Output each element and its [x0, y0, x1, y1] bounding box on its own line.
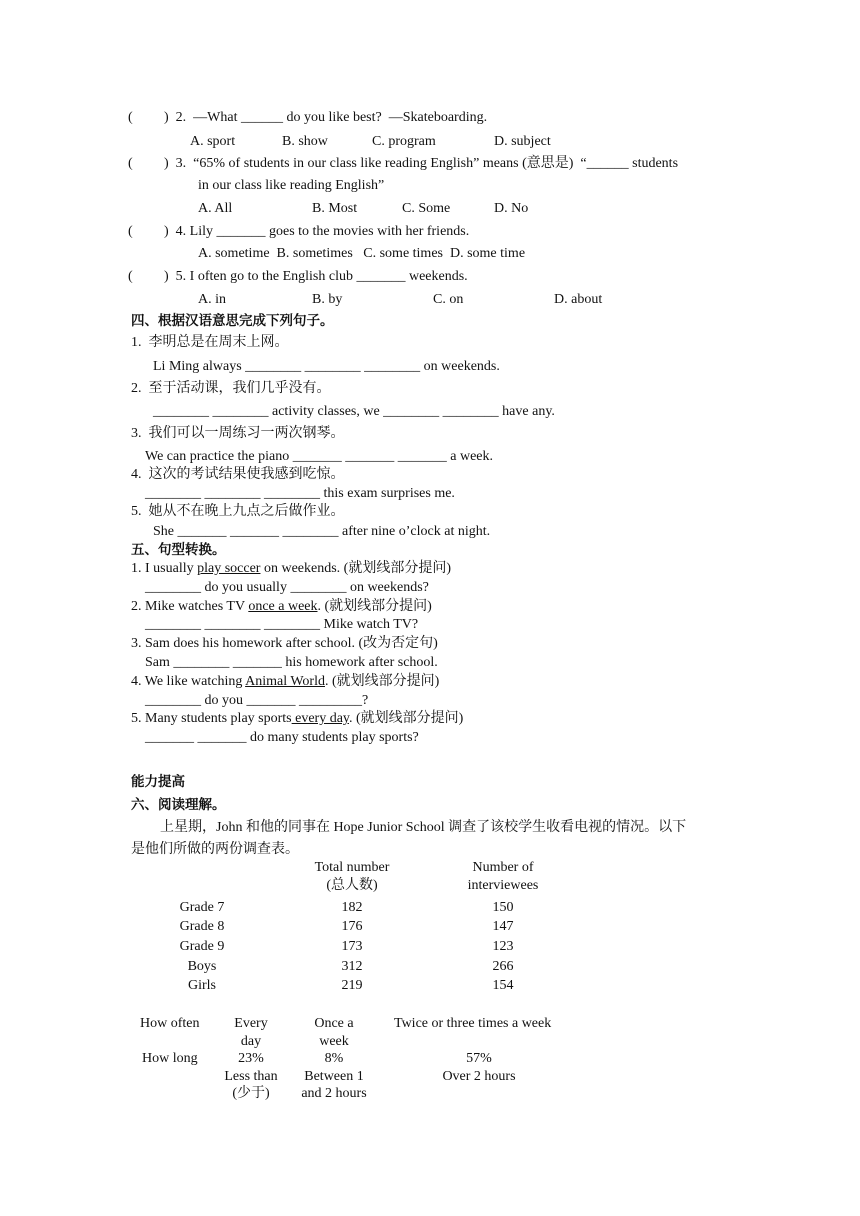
table1-row-interviewees: 150: [492, 900, 514, 915]
q-text: 5. Many students play sports: [131, 711, 292, 726]
table2-once: Once a: [314, 1016, 354, 1031]
sec4-item2-cn: 2. 至于活动课，我们几乎没有。: [131, 381, 331, 396]
q2-bracket: (: [128, 110, 133, 125]
q2-question: ) 2. —What ______ do you like best? —Skateboarding.: [164, 110, 488, 125]
table2-percent-every-day: 23%: [238, 1051, 264, 1066]
q-text-post: on weekends. (就划线部分提问): [260, 561, 451, 576]
table1-header-interviewees-2: interviewees: [467, 878, 539, 893]
q5-option-c: C. on: [433, 292, 464, 307]
table1-header-interviewees: Number of: [472, 860, 534, 875]
sec4-item4-cn: 4. 这次的考试结果使我感到吃惊。: [131, 467, 345, 482]
sec4-item1-en: Li Ming always ________ ________ ________ on weekends.: [153, 359, 500, 374]
section4-title: 四、根据汉语意思完成下列句子。: [131, 313, 334, 329]
q5-option-d: D. about: [554, 292, 603, 307]
q2-option-c: C. program: [372, 134, 436, 149]
q3-option-b: B. Most: [312, 201, 358, 216]
sec5-item4-answer: ________ do you _______ _________?: [145, 693, 369, 708]
table1-row-interviewees: 266: [492, 959, 514, 974]
underlined-part: Animal World: [245, 674, 325, 689]
table2-over: Over 2 hours: [442, 1069, 516, 1084]
sec5-item2-question: [131, 599, 432, 615]
table1-row-label: Grade 8: [179, 919, 225, 934]
reading-intro-line2: 是他们所做的两份调查表。: [131, 842, 299, 857]
table2-how-often: How often: [140, 1016, 200, 1031]
q3-question: ) 3. “65% of students in our class like reading English” means (意思是) “______ students: [164, 156, 679, 171]
table1-row-total: 182: [341, 900, 363, 915]
table2-less-than: Less than: [224, 1069, 278, 1084]
underlined-part: once a week: [248, 599, 318, 614]
sec4-item3-cn: 3. 我们可以一周练习一两次钢琴。: [131, 426, 345, 441]
table1-row-total: 173: [341, 939, 363, 954]
table2-less-than-cn: (少于): [232, 1086, 270, 1101]
underlined-part: play soccer: [197, 561, 261, 576]
table2-every: Every: [234, 1016, 268, 1031]
q-text-post: . (就划线部分提问): [349, 711, 464, 726]
q3-option-c: C. Some: [402, 201, 451, 216]
table1-header-total-cn: (总人数): [326, 878, 378, 893]
sec4-item1-cn: 1. 李明总是在周末上网。: [131, 335, 289, 350]
table1-row-label: Grade 9: [179, 939, 225, 954]
q-text-post: . (就划线部分提问): [317, 599, 432, 614]
sec5-item3-answer: Sam ________ _______ his homework after school.: [145, 655, 438, 670]
q5-bracket: (: [128, 269, 133, 284]
sec4-item5-en: She _______ _______ ________ after nine o’clock at night.: [153, 524, 491, 539]
q-text: 4. We like watching: [131, 674, 246, 689]
q4-bracket: (: [128, 224, 133, 239]
q3-question-cont: in our class like reading English”: [198, 178, 385, 193]
sec4-item5-cn: 5. 她从不在晚上九点之后做作业。: [131, 504, 345, 519]
table1-header-total: Total number: [314, 860, 390, 875]
underlined-part: every day: [291, 711, 350, 726]
table2-percent-once: 8%: [324, 1051, 344, 1066]
q-text: 1. I usually: [131, 561, 198, 576]
section6-title: 六、阅读理解。: [131, 797, 226, 813]
q3-option-d: D. No: [494, 201, 529, 216]
table1-row-label: Girls: [188, 978, 216, 993]
q5-option-b: B. by: [312, 292, 343, 307]
sec5-item1-answer: ________ do you usually ________ on weekends?: [145, 580, 429, 595]
sec4-item4-en: ________ ________ ________ this exam surprises me.: [145, 486, 455, 501]
table1-row-label: Boys: [187, 959, 217, 974]
q5-option-a: A. in: [198, 292, 226, 307]
section5-title: 五、句型转换。: [131, 542, 226, 558]
table2-between: Between 1: [304, 1069, 364, 1084]
ability-header: 能力提高: [131, 774, 185, 790]
q3-bracket: (: [128, 156, 133, 171]
table2-between-2: and 2 hours: [301, 1086, 367, 1101]
q-text: 2. Mike watches TV: [131, 599, 249, 614]
sec5-item4-question: [131, 674, 439, 690]
sec5-item3-question: 3. Sam does his homework after school. (改为否定句): [131, 636, 438, 651]
table2-how-long: How long: [142, 1051, 198, 1066]
table1-row-total: 219: [341, 978, 363, 993]
table2-percent-twice: 57%: [466, 1051, 492, 1066]
q-text-post: . (就划线部分提问): [324, 674, 440, 689]
q4-question: ) 4. Lily _______ goes to the movies with her friends.: [164, 224, 470, 239]
q4-options: A. sometime B. sometimes C. some times D. some time: [198, 246, 526, 261]
table2-twice: Twice or three times a week: [394, 1016, 552, 1031]
sec4-item2-en: ________ ________ activity classes, we ________ ________ have any.: [153, 404, 555, 419]
q2-option-b: B. show: [282, 134, 328, 149]
q2-option-d: D. subject: [494, 134, 551, 149]
table2-day: day: [240, 1034, 262, 1049]
table2-week: week: [319, 1034, 349, 1049]
table1-row-total: 312: [341, 959, 363, 974]
q5-question: ) 5. I often go to the English club _______ weekends.: [164, 269, 468, 284]
sec5-item2-answer: ________ ________ ________ Mike watch TV?: [145, 617, 419, 632]
table1-row-interviewees: 154: [492, 978, 514, 993]
table1-row-label: Grade 7: [179, 900, 225, 915]
q2-option-a: A. sport: [190, 134, 236, 149]
sec5-item5-question: [131, 711, 463, 727]
sec5-item1-question: [131, 561, 451, 577]
table1-row-interviewees: 147: [492, 919, 514, 934]
table1-row-total: 176: [341, 919, 363, 934]
q3-option-a: A. All: [198, 201, 233, 216]
sec5-item5-answer: _______ _______ do many students play sports?: [145, 730, 419, 745]
table1-row-interviewees: 123: [492, 939, 514, 954]
reading-intro-line1: 上星期，John 和他的同事在 Hope Junior School 调查了该校学生收看电视的情况。以下: [160, 820, 687, 835]
sec4-item3-en: We can practice the piano _______ _______ _______ a week.: [145, 449, 493, 464]
